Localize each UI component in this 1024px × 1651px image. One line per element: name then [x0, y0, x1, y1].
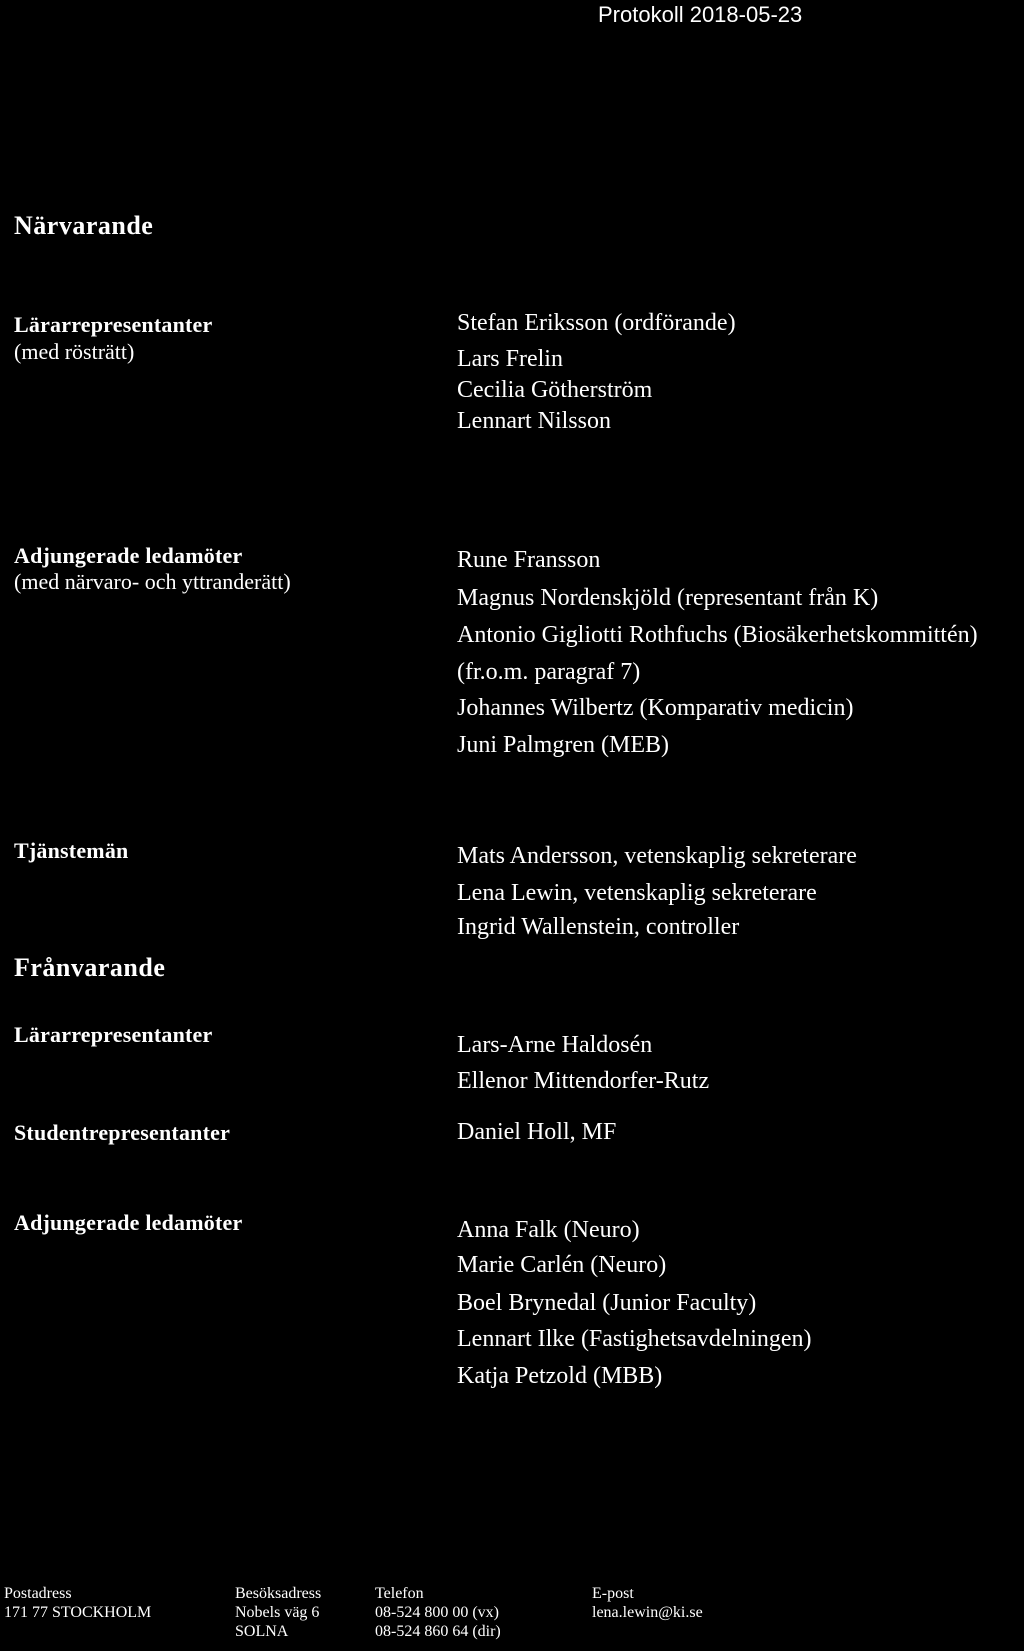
footer-visit-label: Besöksadress: [235, 1585, 322, 1602]
absent-student-name: Daniel Holl, MF: [457, 1119, 617, 1145]
absent-adjunct-name: Lennart Ilke (Fastighetsavdelningen): [457, 1326, 812, 1352]
footer-postal-value: 171 77 STOCKHOLM: [4, 1604, 152, 1622]
present-adjunct-name: Rune Fransson: [457, 547, 601, 573]
present-adjunct-label: Adjungerade ledamöter: [14, 543, 243, 568]
officials-label: Tjänstemän: [14, 838, 129, 863]
official-name: Lena Lewin, vetenskaplig sekreterare: [457, 880, 817, 906]
present-adjunct-name: Juni Palmgren (MEB): [457, 732, 669, 758]
footer-phone: [375, 1584, 501, 1642]
footer-phone-line1: 08-524 800 00 (vx): [375, 1604, 499, 1622]
present-teacher-name: Cecilia Götherström: [457, 377, 653, 403]
absent-teacher-name: Lars-Arne Haldosén: [457, 1032, 653, 1058]
absent-adjunct-name: Marie Carlén (Neuro): [457, 1252, 667, 1278]
footer-email-value[interactable]: lena.lewin@ki.se: [592, 1604, 703, 1622]
official-name: Ingrid Wallenstein, controller: [457, 914, 740, 940]
official-name: Mats Andersson, vetenskaplig sekreterare: [457, 843, 857, 869]
present-teacher-name: Stefan Eriksson (ordförande): [457, 310, 736, 336]
present-teacher-name: Lennart Nilsson: [457, 408, 611, 434]
footer-email: [592, 1584, 703, 1622]
section-title-absent: Frånvarande: [14, 953, 166, 982]
footer-postal-label: Postadress: [4, 1585, 72, 1602]
present-adjunct-name: Magnus Nordenskjöld (representant från K): [457, 585, 879, 611]
absent-teacher-name: Ellenor Mittendorfer-Rutz: [457, 1068, 710, 1094]
absent-adjunct-name: Anna Falk (Neuro): [457, 1217, 640, 1243]
footer-visit-line1: Nobels väg 6: [235, 1604, 320, 1622]
section-title-present: Närvarande: [14, 211, 154, 240]
present-teachers-sublabel: (med rösträtt): [14, 339, 135, 364]
present-adjunct-sublabel: (med närvaro- och yttranderätt): [14, 569, 291, 594]
absent-adjunct-name: Katja Petzold (MBB): [457, 1363, 663, 1389]
footer-visit-line2: SOLNA: [235, 1623, 289, 1641]
footer-visit: [235, 1584, 321, 1642]
absent-adjunct-label: Adjungerade ledamöter: [14, 1210, 243, 1235]
present-adjunct-name: (fr.o.m. paragraf 7): [457, 659, 641, 685]
absent-teachers-label: Lärarrepresentanter: [14, 1022, 213, 1047]
absent-students-label: Studentrepresentanter: [14, 1120, 231, 1145]
footer-postal: [4, 1584, 151, 1622]
footer-phone-line2: 08-524 860 64 (dir): [375, 1623, 501, 1641]
absent-adjunct-name: Boel Brynedal (Junior Faculty): [457, 1290, 757, 1316]
present-teacher-name: Lars Frelin: [457, 346, 563, 372]
footer-email-label: E-post: [592, 1585, 634, 1602]
footer-phone-label: Telefon: [375, 1585, 424, 1602]
present-adjunct-name: Antonio Gigliotti Rothfuchs (Biosäkerhetskommittén): [457, 622, 978, 648]
page-header: Protokoll 2018-05-23: [598, 2, 803, 27]
present-teachers-label: Lärarrepresentanter: [14, 312, 213, 337]
present-adjunct-name: Johannes Wilbertz (Komparativ medicin): [457, 695, 854, 721]
